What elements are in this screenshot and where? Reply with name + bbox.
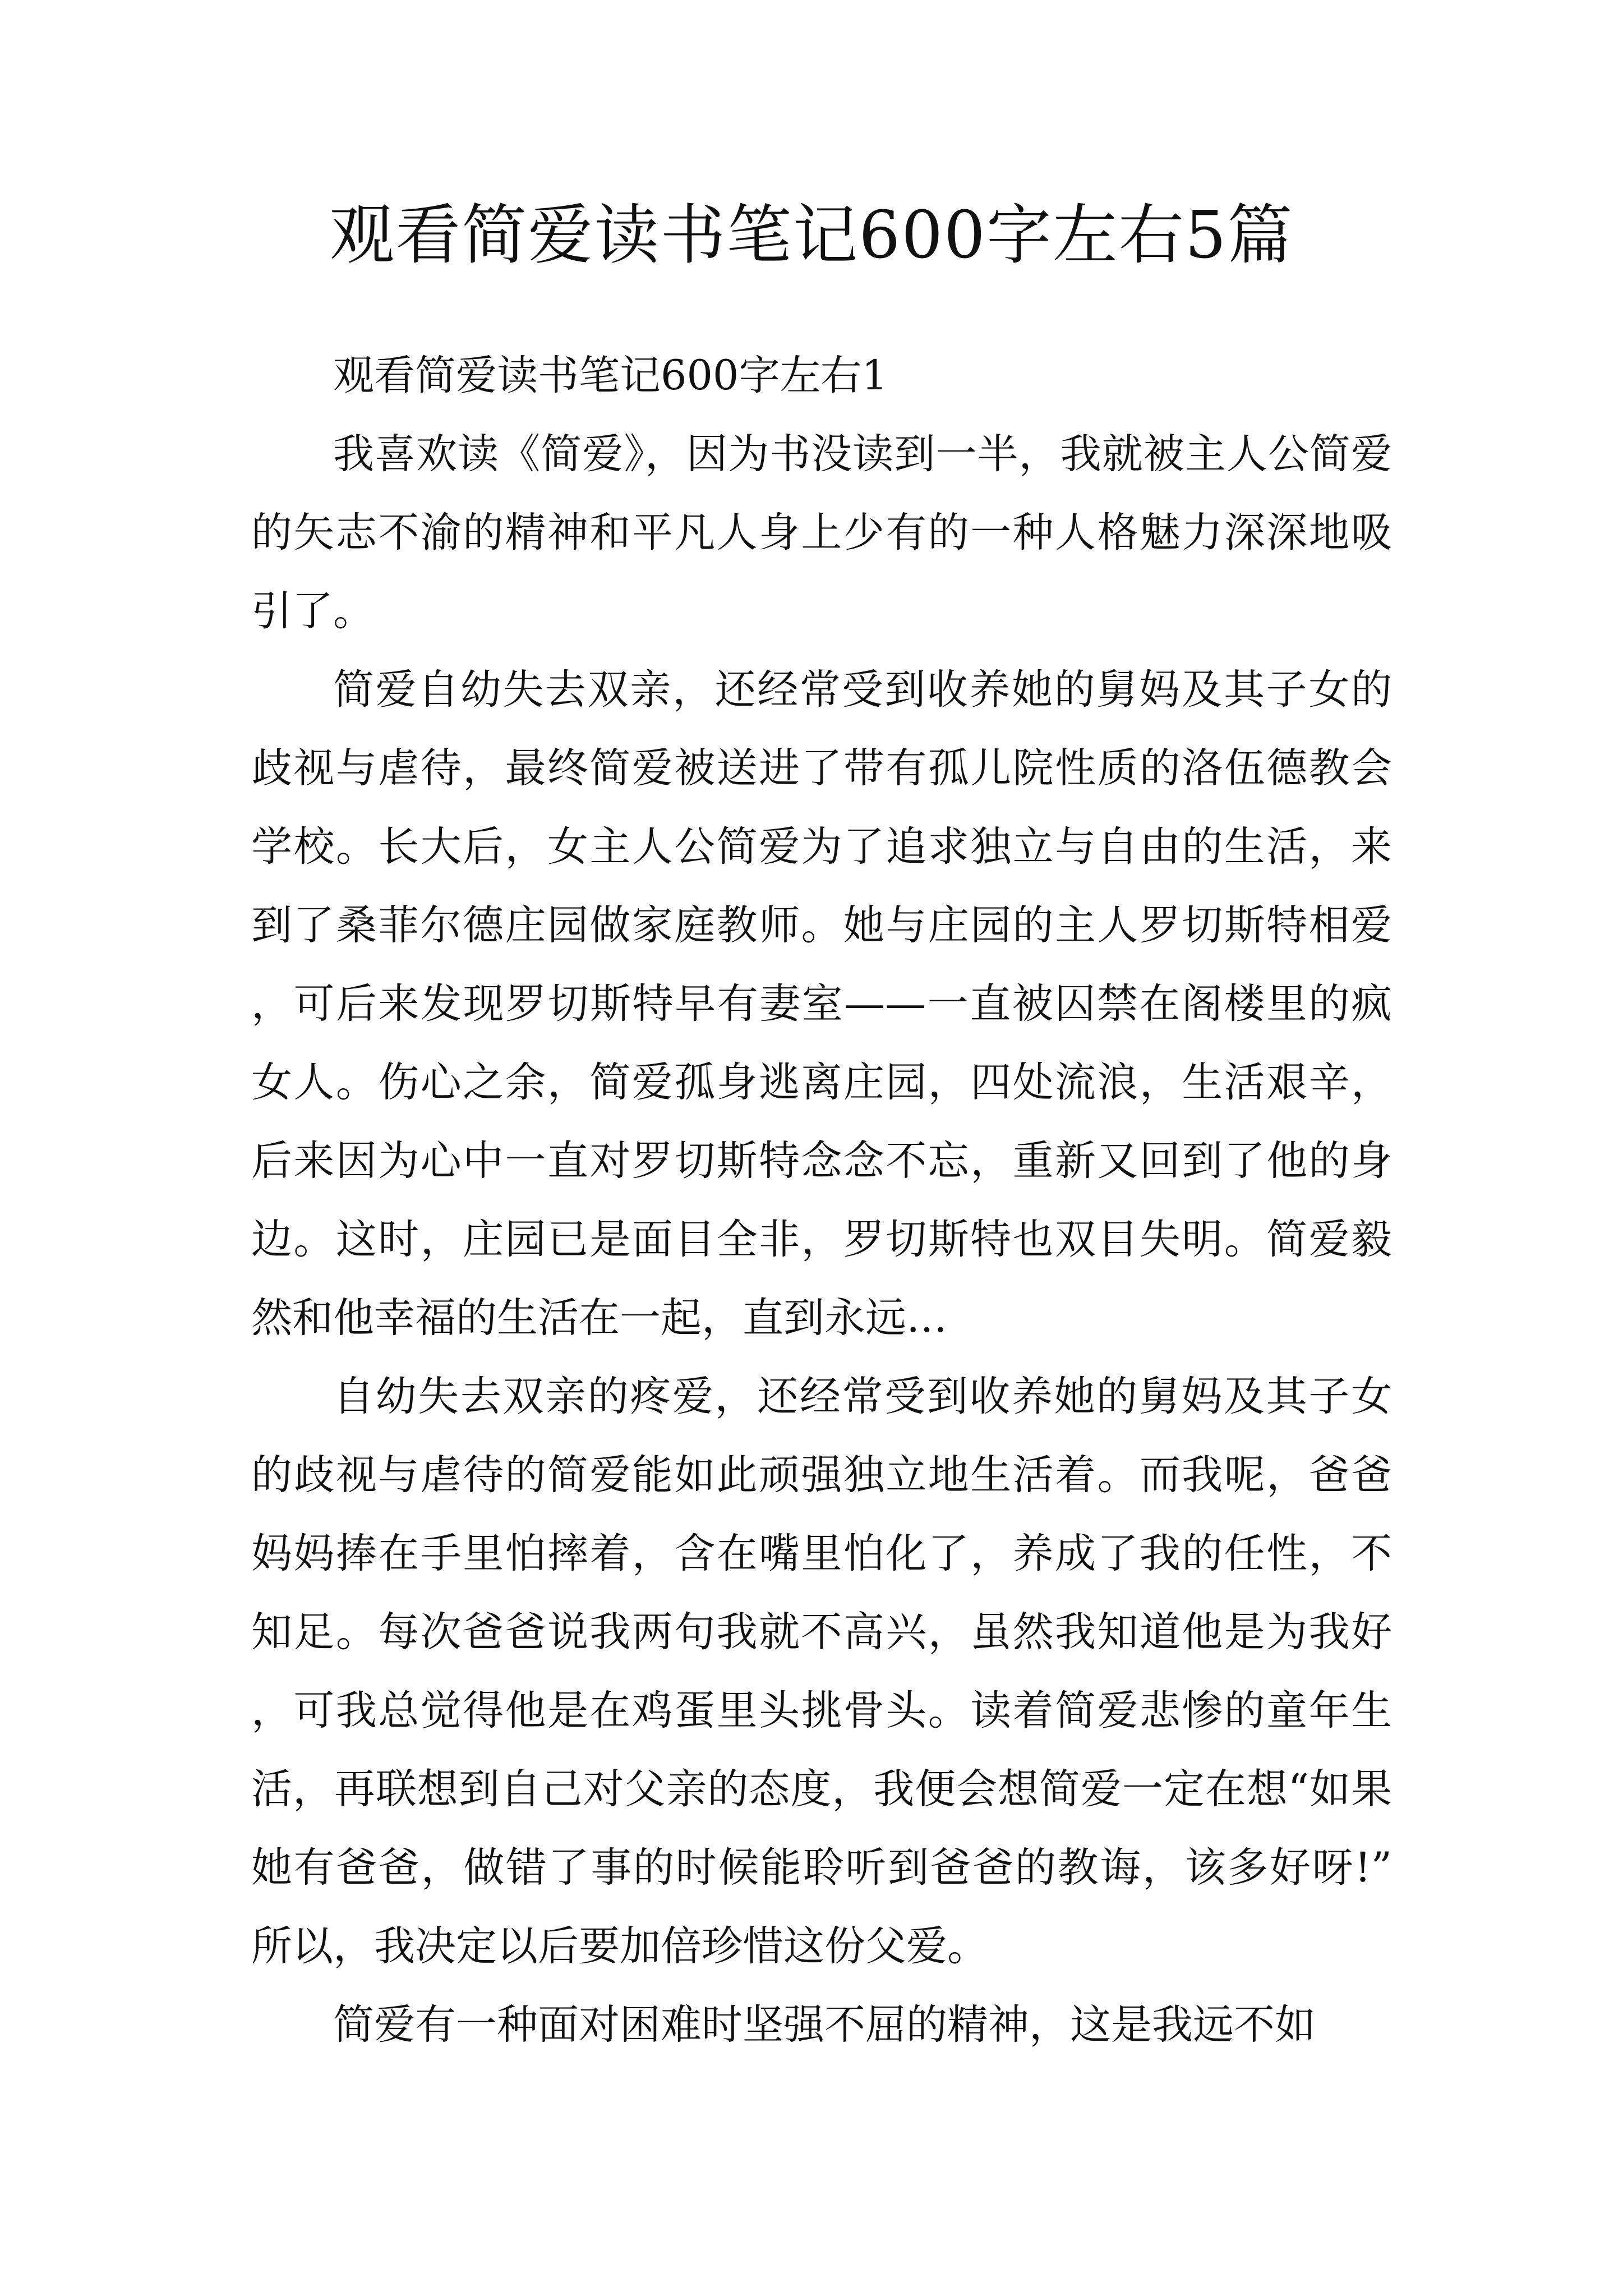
document-body	[251, 337, 1392, 2064]
paragraph: 简爱有一种面对困难时坚强不屈的精神，这是我远不如	[333, 2001, 1316, 2049]
paragraph: 我喜欢读《简爱》，因为书没读到一半，我就被主人公简爱的矢志不渝的精神和平凡人身上少有的一种人格魅力深深地吸引了。	[251, 430, 1392, 635]
section-heading: 观看简爱读书笔记600字左右1	[333, 352, 888, 399]
document-title: 观看简爱读书笔记600字左右5篇	[329, 197, 1294, 273]
paragraph: 自幼失去双亲的疼爱，还经常受到收养她的舅妈及其子女的歧视与虐待的简爱能如此顽强独立地生活着。而我呢，爸爸妈妈捧在手里怕摔着，含在嘴里怕化了，养成了我的任性，不知足。每次爸爸说我两句我就不高兴，虽然我知道他是为我好，可我总觉得他是在鸡蛋里头挑骨头。读着简爱悲惨的童年生活，再联想到自己对父亲的态度，我便会想简爱一定在想“如果她有爸爸，做错了事的时候能聆听到爸爸的教诲，该多好呀!”所以，我决定以后要加倍珍惜这份父爱。	[251, 1373, 1392, 1970]
paragraph: 简爱自幼失去双亲，还经常受到收养她的舅妈及其子女的歧视与虐待，最终简爱被送进了带有孤儿院性质的洛伍德教会学校。长大后，女主人公简爱为了追求独立与自由的生活，来到了桑菲尔德庄园做家庭教师。她与庄园的主人罗切斯特相爱，可后来发现罗切斯特早有妻室——一直被囚禁在阁楼里的疯女人。伤心之余，简爱孤身逃离庄园，四处流浪，生活艰辛，后来因为心中一直对罗切斯特念念不忘，重新又回到了他的身边。这时，庄园已是面目全非，罗切斯特也双目失明。简爱毅然和他幸福的生活在一起，直到永远…	[251, 666, 1392, 1342]
